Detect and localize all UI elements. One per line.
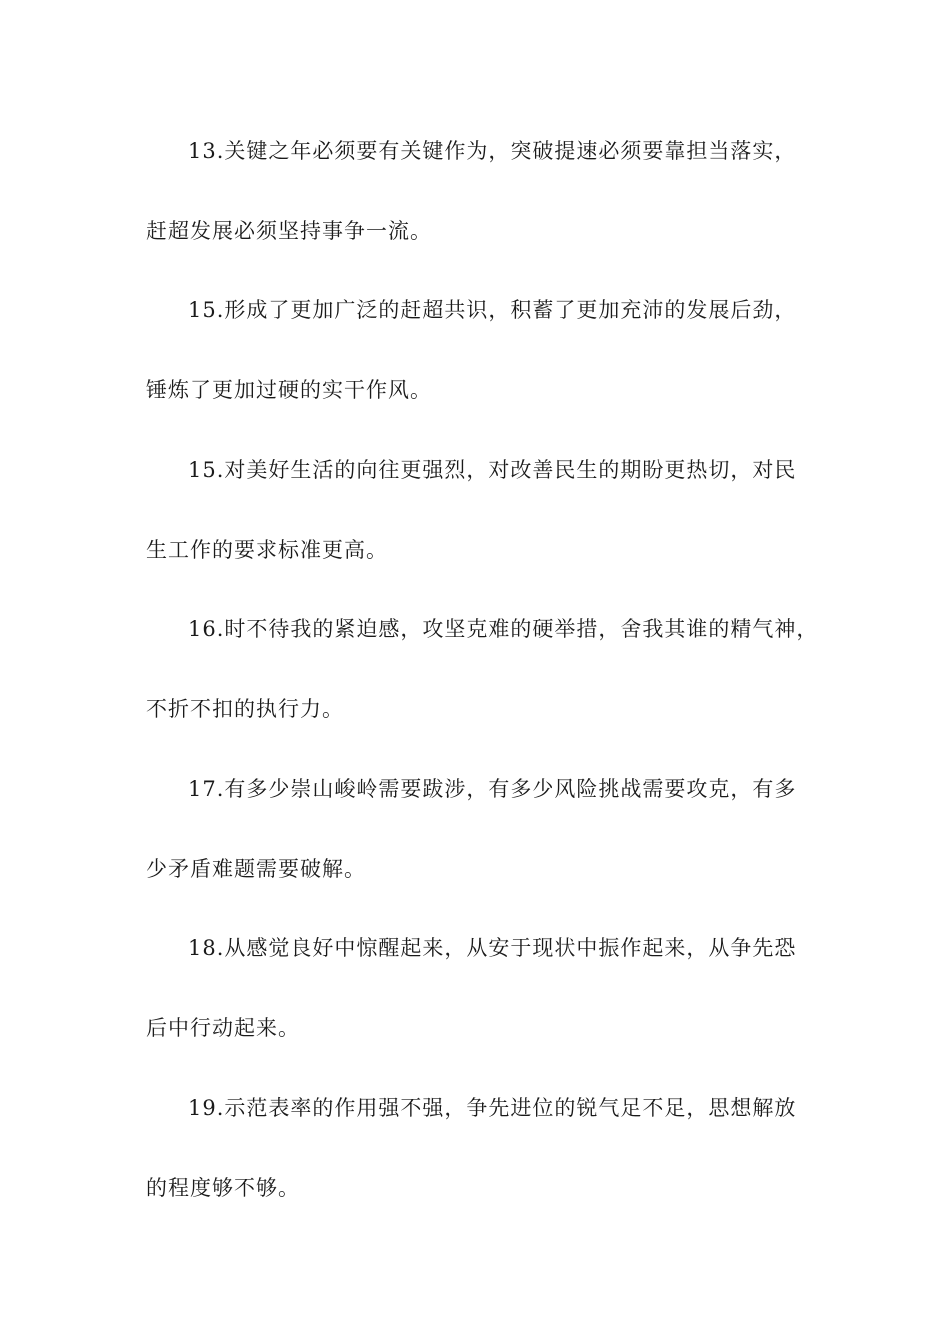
paragraph-line: 生工作的要求标准更高。 [146, 538, 388, 562]
paragraph-line: 17.有多少崇山峻岭需要跋涉，有多少风险挑战需要攻克，有多 [188, 777, 797, 801]
paragraph-line: 的程度够不够。 [146, 1176, 300, 1200]
paragraph-line: 不折不扣的执行力。 [146, 697, 344, 721]
paragraph-line: 19.示范表率的作用强不强，争先进位的锐气足不足，思想解放 [188, 1096, 797, 1120]
paragraph-line: 18.从感觉良好中惊醒起来，从安于现状中振作起来，从争先恐 [188, 936, 797, 960]
paragraph-line: 15.对美好生活的向往更强烈，对改善民生的期盼更热切，对民 [188, 458, 797, 482]
paragraph-line: 锤炼了更加过硬的实干作风。 [146, 378, 432, 402]
paragraph-line: 16.时不待我的紧迫感，攻坚克难的硬举措，舍我其谁的精气神， [188, 617, 819, 641]
paragraph-line: 15.形成了更加广泛的赶超共识，积蓄了更加充沛的发展后劲， [188, 298, 797, 322]
paragraph-line: 13.关键之年必须要有关键作为，突破提速必须要靠担当落实， [188, 139, 797, 163]
paragraph-line: 后中行动起来。 [146, 1016, 300, 1040]
paragraph-line: 赶超发展必须坚持事争一流。 [146, 219, 432, 243]
paragraph-line: 少矛盾难题需要破解。 [146, 857, 366, 881]
